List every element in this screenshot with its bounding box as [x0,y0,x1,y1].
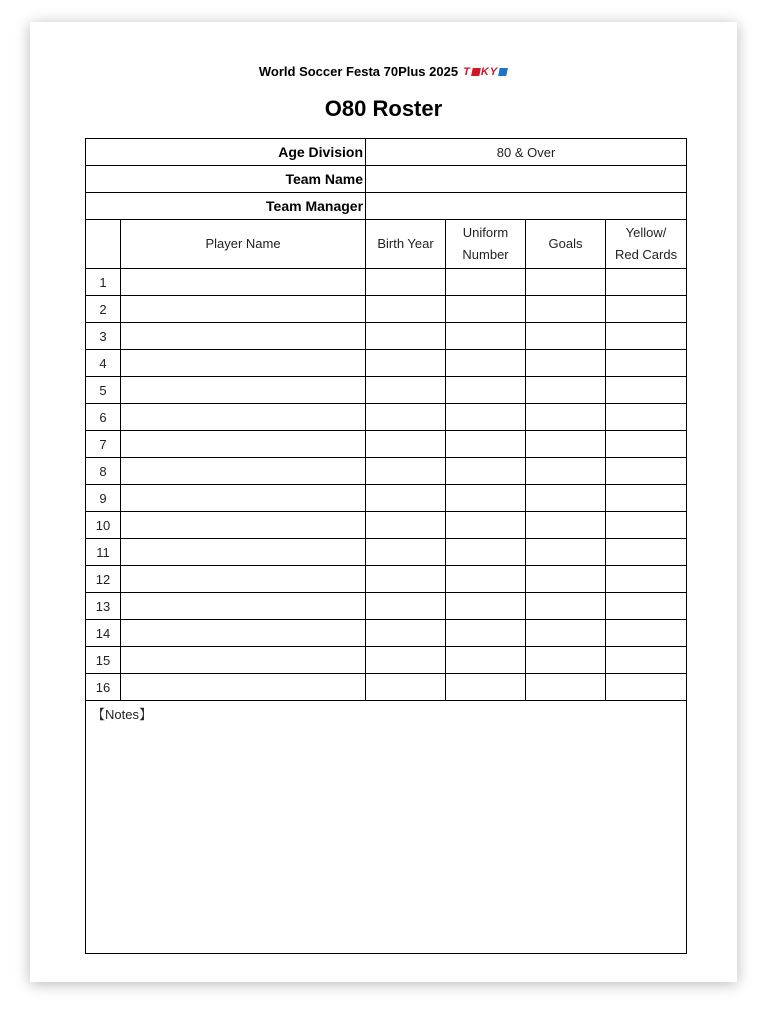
goals-cell[interactable] [526,269,606,296]
row-number: 3 [86,323,121,350]
goals-cell[interactable] [526,377,606,404]
uniform-number-cell[interactable] [446,539,526,566]
row-number: 8 [86,458,121,485]
cards-cell[interactable] [606,539,687,566]
cards-cell[interactable] [606,647,687,674]
row-number: 11 [86,539,121,566]
cards-cell[interactable] [606,674,687,701]
birth-year-cell[interactable] [366,539,446,566]
player-name-cell[interactable] [121,566,366,593]
row-number: 4 [86,350,121,377]
player-name-cell[interactable] [121,620,366,647]
uniform-number-cell[interactable] [446,593,526,620]
table-row [86,431,687,458]
cards-cell[interactable] [606,512,687,539]
player-name-cell[interactable] [121,593,366,620]
table-row [86,269,687,296]
goals-cell[interactable] [526,350,606,377]
player-name-cell[interactable] [121,431,366,458]
notes-row [86,701,687,954]
birth-year-cell[interactable] [366,269,446,296]
roster-table [85,138,687,954]
event-title-text: World Soccer Festa 70Plus 2025 [258,64,459,79]
cards-cell[interactable] [606,566,687,593]
goals-header: Goals [526,220,606,269]
birth-year-cell[interactable] [366,458,446,485]
birth-year-cell[interactable] [366,296,446,323]
row-number: 16 [86,674,121,701]
team-name-label: Team Name [86,166,366,193]
row-number: 9 [86,485,121,512]
uniform-number-cell[interactable] [446,512,526,539]
team-manager-field[interactable] [366,193,687,220]
uniform-number-cell[interactable] [446,485,526,512]
table-row [86,674,687,701]
uniform-number-cell[interactable] [446,377,526,404]
birth-year-cell[interactable] [366,647,446,674]
player-name-cell[interactable] [121,269,366,296]
team-manager-label: Team Manager [86,193,366,220]
goals-cell[interactable] [526,485,606,512]
table-row [86,404,687,431]
cards-cell[interactable] [606,620,687,647]
row-number: 6 [86,404,121,431]
birth-year-cell[interactable] [366,350,446,377]
table-row [86,512,687,539]
row-number: 10 [86,512,121,539]
table-row [86,593,687,620]
birth-year-cell[interactable] [366,323,446,350]
goals-cell[interactable] [526,404,606,431]
row-number: 7 [86,431,121,458]
cards-cell[interactable] [606,269,687,296]
row-number: 13 [86,593,121,620]
birth-year-cell[interactable] [366,620,446,647]
table-row [86,458,687,485]
table-row [86,647,687,674]
cards-cell[interactable] [606,404,687,431]
row-number: 1 [86,269,121,296]
birth-year-cell[interactable] [366,485,446,512]
goals-cell[interactable] [526,539,606,566]
row-number: 15 [86,647,121,674]
uniform-number-cell[interactable] [446,566,526,593]
cards-cell[interactable] [606,431,687,458]
cards-cell[interactable] [606,458,687,485]
table-row [86,350,687,377]
number-header [86,220,121,269]
age-division-row [86,139,687,166]
table-row [86,323,687,350]
goals-cell[interactable] [526,296,606,323]
birth-year-cell[interactable] [366,593,446,620]
cards-cell[interactable] [606,296,687,323]
uniform-number-cell[interactable] [446,458,526,485]
uniform-number-cell[interactable] [446,620,526,647]
uniform-number-cell[interactable] [446,350,526,377]
column-header-row [86,220,687,269]
uniform-number-cell[interactable] [446,269,526,296]
player-name-cell[interactable] [121,647,366,674]
age-division-label: Age Division [86,139,366,166]
birth-year-cell[interactable] [366,674,446,701]
birth-year-cell[interactable] [366,512,446,539]
table-row [86,377,687,404]
table-row [86,620,687,647]
goals-cell[interactable] [526,458,606,485]
cards-header: Yellow/ Red Cards [606,220,687,269]
cards-cell[interactable] [606,377,687,404]
birth-year-cell[interactable] [366,431,446,458]
goals-cell[interactable] [526,323,606,350]
player-name-cell[interactable] [121,377,366,404]
goals-cell[interactable] [526,674,606,701]
uniform-number-cell[interactable] [446,296,526,323]
row-number: 5 [86,377,121,404]
goals-cell[interactable] [526,620,606,647]
player-name-cell[interactable] [121,350,366,377]
team-manager-row [86,193,687,220]
goals-cell[interactable] [526,647,606,674]
table-row [86,539,687,566]
cards-cell[interactable] [606,350,687,377]
tokyo-logo: T K Y [463,66,508,78]
player-name-cell[interactable] [121,485,366,512]
uniform-number-cell[interactable] [446,323,526,350]
cards-cell[interactable] [606,323,687,350]
row-number: 12 [86,566,121,593]
player-name-cell[interactable] [121,458,366,485]
player-name-header: Player Name [121,220,366,269]
goals-cell[interactable] [526,566,606,593]
table-row [86,566,687,593]
player-name-cell[interactable] [121,674,366,701]
table-row [86,485,687,512]
goals-cell[interactable] [526,593,606,620]
player-name-cell[interactable] [121,323,366,350]
uniform-number-header: Uniform Number [446,220,526,269]
notes-label: 【Notes】 [92,707,152,722]
cards-cell[interactable] [606,485,687,512]
birth-year-cell[interactable] [366,404,446,431]
uniform-number-cell[interactable] [446,431,526,458]
row-number: 2 [86,296,121,323]
uniform-number-cell[interactable] [446,647,526,674]
age-division-value[interactable]: 80 & Over [366,139,687,166]
player-name-cell[interactable] [121,296,366,323]
goals-cell[interactable] [526,512,606,539]
birth-year-cell[interactable] [366,566,446,593]
table-row [86,296,687,323]
notes-field[interactable] [86,701,687,954]
team-name-row [86,166,687,193]
roster-sheet [30,22,737,982]
uniform-number-cell[interactable] [446,404,526,431]
page-title: O80 Roster [324,96,443,121]
birth-year-header: Birth Year [366,220,446,269]
player-name-cell[interactable] [121,512,366,539]
birth-year-cell[interactable] [366,377,446,404]
goals-cell[interactable] [526,431,606,458]
team-name-field[interactable] [366,166,687,193]
row-number: 14 [86,620,121,647]
cards-cell[interactable] [606,593,687,620]
event-title [30,64,737,79]
player-name-cell[interactable] [121,404,366,431]
uniform-number-cell[interactable] [446,674,526,701]
player-name-cell[interactable] [121,539,366,566]
